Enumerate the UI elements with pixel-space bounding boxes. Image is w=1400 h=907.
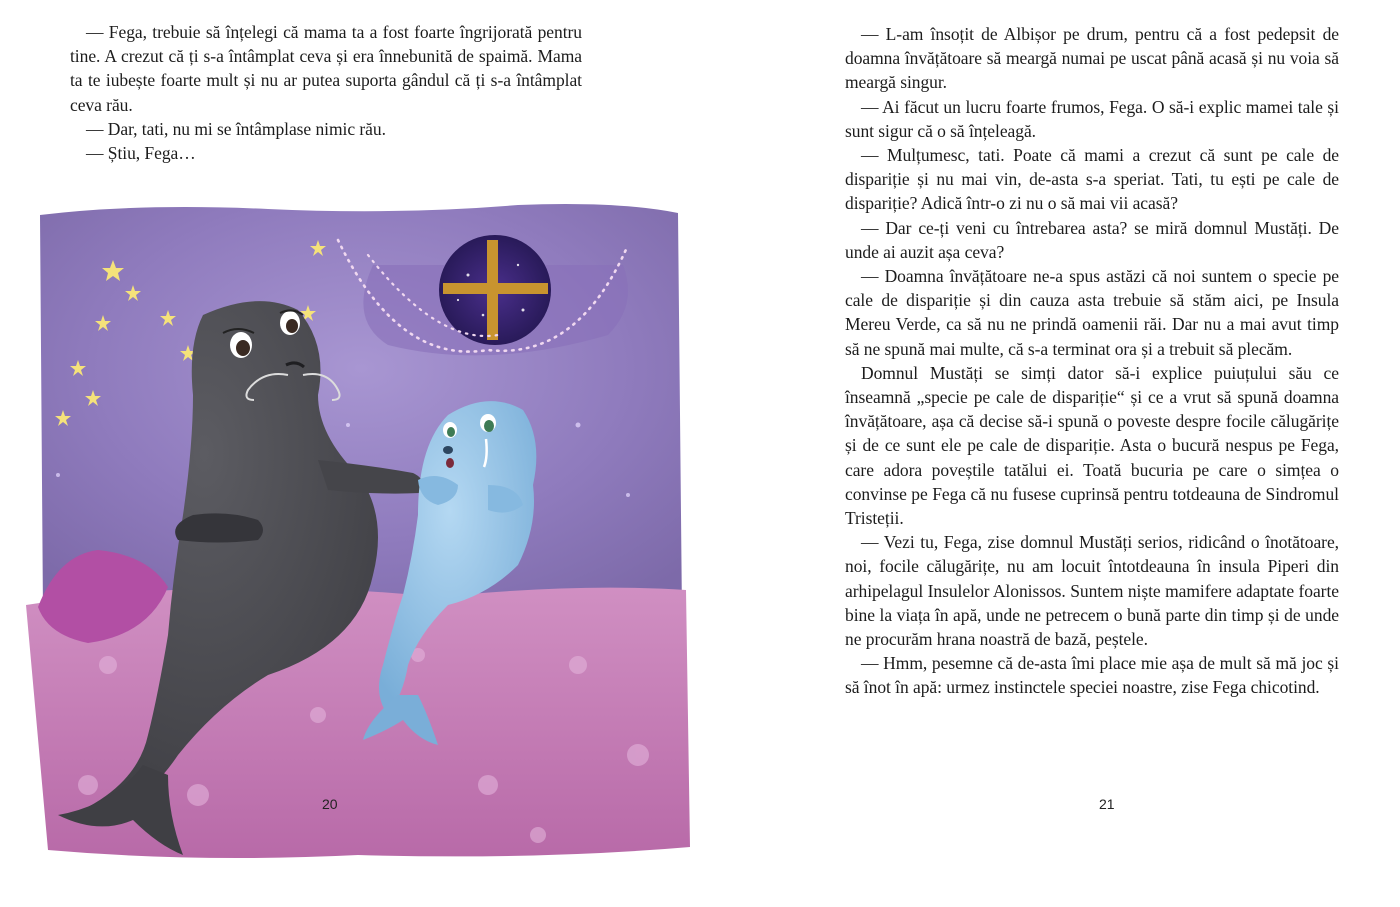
page-number: 21 — [1099, 796, 1115, 812]
paragraph: — L-am însoțit de Albișor pe drum, pentru că a fost pedepsit de doamna învățătoare să meargă numai pe uscat până acasă și nu voia să meargă singur. — [845, 24, 1339, 93]
paragraph: — Dar ce-ți veni cu întrebarea asta? se miră domnul Mustăți. De unde ai auzit așa ceva? — [845, 217, 1339, 262]
paragraph: — Dar, tati, nu mi se întâmplase nimic rău. — [86, 118, 386, 139]
paragraph: — Hmm, pesemne că de-asta îmi place mie așa de mult să mă joc și să înot în apă: urmez instinctele speciei noastre, zise Fega chicotind. — [845, 653, 1339, 698]
paragraph: — Ai făcut un lucru foarte frumos, Fega. O să-i explic mamei tale și sunt sigur că o să înțeleagă. — [845, 96, 1339, 141]
paragraph: Domnul Mustăți se simți dator să-i explice puiuțului său ce înseamnă „specie pe cale de dispariție“ și ce a vrut să spună doamna învățătoare, așa că decise să-i spună o poveste despre focile călugărițe și de ce sunt ele pe cale de dispariție. Asta o bucură nespus pe Fega, care adora poveștile tatălui ei. Toată bucuria pe care o simțea o convinse pe Fega că nu fusese cuprinsă pentru totdeauna de Sindromul Tristeții. — [845, 362, 1339, 529]
right-page-text — [845, 22, 1339, 700]
page-number: 20 — [322, 796, 338, 812]
paragraph: — Doamna învățătoare ne-a spus astăzi că noi suntem o specie pe cale de dispariție și din cauza asta trebuie să stăm aici, pe Insula Mereu Verde, ca să nu ne prindă oamenii răi. Dar nu a mai avut timp să ne spună mai multe, că s-a terminat ora și a trebuit să plecăm. — [845, 266, 1339, 359]
paragraph: — Vezi tu, Fega, zise domnul Mustăți serios, ridicând o înotătoare, noi, focile călugărițe, nu am locuit întotdeauna în insula Piperi din arhipelagul Insulelor Alonissos. Suntem niște mamifere adaptate foarte bine la viața în apă, unde ne petrecem o bună parte din timp și de unde ne procurăm hrana noastră de bază, peștele. — [845, 532, 1339, 650]
paragraph: — Fega, trebuie să înțelegi că mama ta a fost foarte îngrijorată pentru tine. A crezut că ți s-a întâmplat ceva și era înnebunită de spaimă. Mama ta te iubește foarte mult și nu ar putea suporta gândul că ți s-a întâmplat ceva rău. — [70, 22, 582, 115]
seal-illustration — [18, 195, 698, 870]
left-page-text — [70, 20, 582, 165]
paragraph: — Știu, Fega… — [86, 143, 196, 164]
paragraph: — Mulțumesc, tati. Poate că mami a crezut că sunt pe cale de dispariție și nu mai vin, de-asta s-a speriat. Tati, tu ești pe cale de dispariție? Adică într-o zi nu o să mai vii acasă? — [845, 145, 1339, 214]
right-page — [700, 0, 1400, 907]
